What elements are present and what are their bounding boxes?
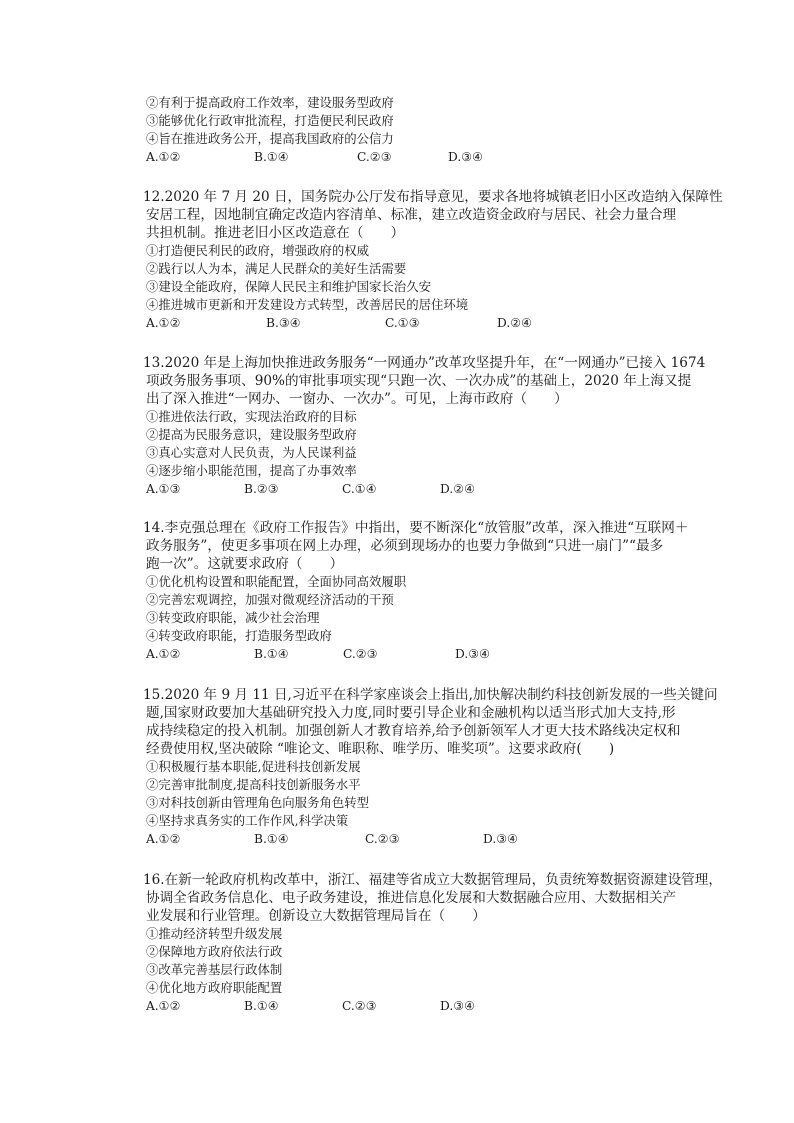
stem-line: 跑一次”。这就要求政府（ ） (146, 556, 344, 572)
stem-line: 15.2020 年 9 月 11 日,习近平在科学家座谈会上指出,加快解决制约科技创新发展的一些关键问 (143, 687, 718, 703)
option-line: ①积极履行基本职能,促进科技创新发展 (146, 759, 361, 774)
stem-line: 题,国家财政要加大基础研究投入力度,同时要引导企业和金融机构以适当形式加大支持,形 (146, 705, 676, 721)
answer-d: D.②④ (497, 316, 533, 330)
question-13-stem (143, 354, 706, 408)
answer-b: B.②③ (244, 482, 279, 496)
answer-d: D.③④ (440, 999, 476, 1013)
answer-a: A.①② (146, 832, 181, 846)
option-line: ②完善宏观调控，加强对微观经济活动的干预 (146, 592, 394, 607)
answer-d: D.③④ (483, 832, 519, 846)
answer-d: D.②④ (440, 482, 476, 496)
question-11-options (146, 94, 706, 148)
question-14 (143, 519, 706, 663)
answer-b: B.③④ (266, 316, 301, 330)
option-line: ②有利于提高政府工作效率，建设服务型政府 (146, 95, 394, 110)
question-12 (143, 188, 723, 332)
stem-line: 成持续稳定的投入机制。加强创新人才教育培养,给予创新领军人才更大技术路线决定权和 (146, 723, 681, 739)
question-13-answers (146, 480, 706, 498)
answer-b: B.①④ (254, 647, 289, 661)
answer-c: C.①③ (385, 316, 420, 330)
answer-c: C.②③ (357, 150, 392, 164)
stem-line: 12.2020 年 7 月 20 日，国务院办公厅发布指导意见，要求各地将城镇老旧小区改造纳入保障性 (143, 189, 723, 205)
answer-b: B.①④ (254, 832, 289, 846)
question-16-answers (146, 997, 706, 1015)
stem-line: 16.在新一轮政府机构改革中，浙江、福建等省成立大数据管理局，负责统筹数据资源建设管理， (143, 872, 722, 888)
option-line: ③能够优化行政审批流程，打造便民利民政府 (146, 113, 394, 128)
question-15-stem (143, 686, 718, 758)
stem-line: 13.2020 年是上海加快推进政务服务“一网通办”改革攻坚提升年，在“一网通办”已接入 1674 (143, 355, 706, 371)
answer-c: C.②③ (342, 999, 377, 1013)
question-14-stem (143, 519, 706, 573)
stem-line: 14.李克强总理在《政府工作报告》中指出，要不断深化“放管服”改革，深入推进“互联网＋ (143, 520, 689, 536)
question-13 (143, 354, 706, 498)
option-line: ①打造便民利民的政府，增强政府的权威 (146, 243, 370, 258)
question-14-answers (146, 645, 706, 663)
option-line: ②完善审批制度,提高科技创新服务水平 (146, 777, 361, 792)
answer-d: D.③④ (455, 647, 491, 661)
stem-line: 安居工程，因地制宜确定改造内容清单、标准，建立改造资金政府与居民、社会力量合理 (146, 207, 677, 223)
question-13-options (146, 408, 706, 480)
question-11-answers (146, 148, 706, 166)
stem-line: 出了深入推进“一网办、一窗办、一次办”。可见，上海市政府（ ） (146, 391, 568, 407)
answer-b: B.①④ (254, 150, 289, 164)
answer-c: C.①④ (342, 482, 377, 496)
option-line: ④逐步缩小职能范围，提高了办事效率 (146, 463, 357, 478)
option-line: ④转变政府职能，打造服务型政府 (146, 628, 332, 643)
option-line: ③对科技创新由管理角色向服务角色转型 (146, 795, 370, 810)
option-line: ②提高为民服务意识，建设服务型政府 (146, 427, 357, 442)
option-line: ②保障地方政府依法行政 (146, 944, 283, 959)
stem-line: 经费使用权,坚决破除 “唯论文、唯职称、唯学历、唯奖项”。这要求政府( ) (146, 741, 615, 757)
stem-line: 项政务服务事项、90%的审批事项实现“只跑一次、一次办成”的基础上，2020 年上海又提 (146, 373, 692, 389)
option-line: ④坚持求真务实的工作作风,科学决策 (146, 813, 349, 828)
option-line: ①推进依法行政，实现法治政府的目标 (146, 409, 357, 424)
question-15-answers (146, 830, 706, 848)
answer-a: A.①② (146, 316, 181, 330)
question-16-options (146, 925, 706, 997)
answer-a: A.①② (146, 999, 181, 1013)
option-line: ④旨在推进政务公开，提高我国政府的公信力 (146, 131, 394, 146)
question-16 (143, 871, 722, 1015)
option-line: ①优化机构设置和职能配置，全面协同高效履职 (146, 574, 407, 589)
answer-a: A.①③ (146, 482, 181, 496)
question-15-options (146, 758, 706, 830)
question-12-stem (143, 188, 723, 242)
question-12-answers (146, 314, 706, 332)
option-line: ①推动经济转型升级发展 (146, 926, 283, 941)
question-15 (143, 686, 718, 848)
option-line: ③改革完善基层行政体制 (146, 962, 283, 977)
answer-a: A.①② (146, 150, 181, 164)
option-line: ④推进城市更新和开发建设方式转型，改善居民的居住环境 (146, 297, 469, 312)
stem-line: 业发展和行业管理。创新设立大数据管理局旨在（ ） (146, 908, 486, 924)
option-line: ③转变政府职能，减少社会治理 (146, 610, 320, 625)
answer-b: B.①④ (244, 999, 279, 1013)
question-12-options (146, 242, 706, 314)
question-11-tail (146, 94, 706, 166)
answer-c: C.②③ (365, 832, 400, 846)
answer-a: A.①② (146, 647, 181, 661)
question-16-stem (143, 871, 722, 925)
stem-line: 共担机制。推进老旧小区改造意在（ ） (146, 225, 405, 241)
stem-line: 协调全省政务信息化、电子政务建设，推进信息化发展和大数据融合应用、大数据相关产 (146, 890, 677, 906)
answer-c: C.②③ (343, 647, 378, 661)
option-line: ②践行以人为本，满足人民群众的美好生活需要 (146, 261, 407, 276)
option-line: ③建设全能政府，保障人民民主和维护国家长治久安 (146, 279, 431, 294)
stem-line: 政务服务”，使更多事项在网上办理，必须到现场办的也要力争做到“只进一扇门”“最多 (146, 538, 664, 554)
option-line: ④优化地方政府职能配置 (146, 980, 283, 995)
option-line: ③真心实意对人民负责，为人民谋利益 (146, 445, 357, 460)
question-14-options (146, 573, 706, 645)
answer-d: D.③④ (448, 150, 484, 164)
